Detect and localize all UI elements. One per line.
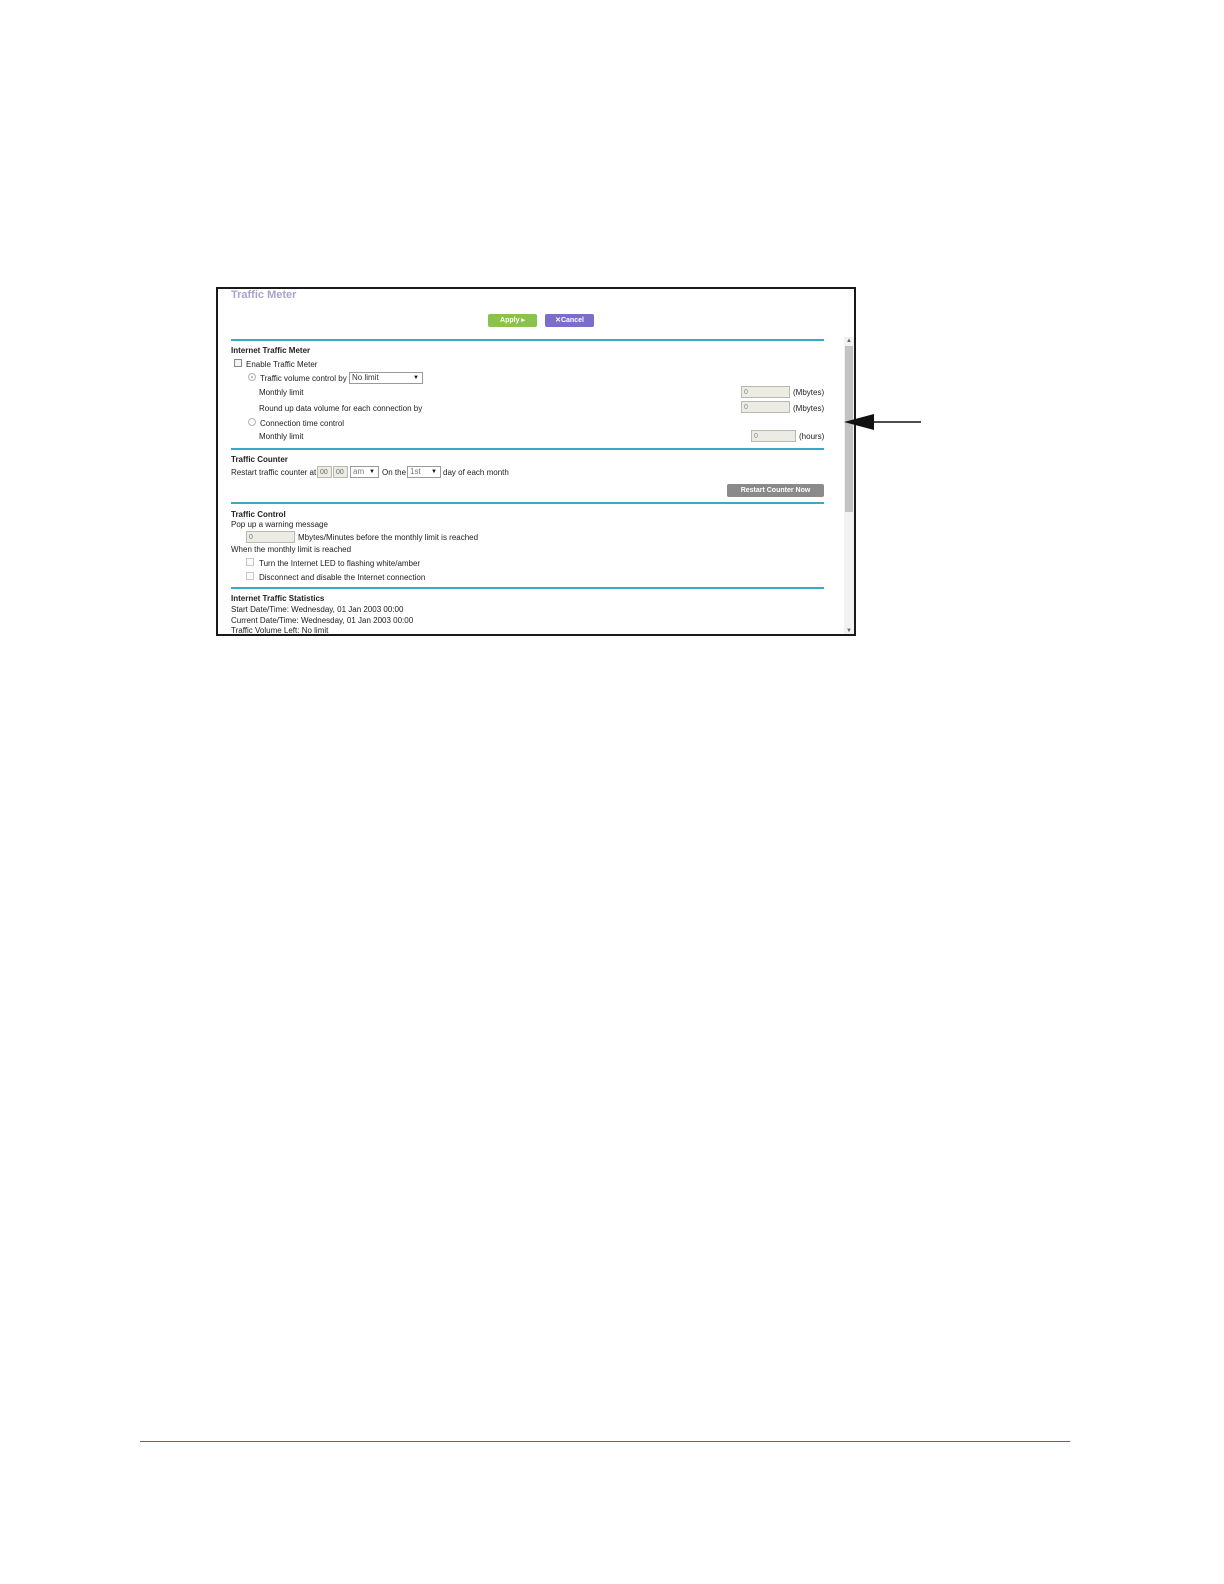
start-datetime: Start Date/Time: Wednesday, 01 Jan 2003 00:00 [231,605,404,614]
popup-warning-label: Pop up a warning message [231,520,328,529]
enable-traffic-meter-label: Enable Traffic Meter [246,360,318,369]
section-divider [231,448,824,450]
traffic-volume-left: Traffic Volume Left: No limit [231,626,329,635]
traffic-meter-window [216,287,856,636]
ampm-select[interactable] [350,466,379,478]
day-of-month-label: day of each month [443,468,509,477]
vertical-scrollbar[interactable] [844,337,854,635]
volume-control-select[interactable] [349,372,423,384]
traffic-counter-heading: Traffic Counter [231,455,288,464]
round-up-input[interactable]: 0 [741,401,790,413]
restart-counter-button[interactable]: Restart Counter Now [727,484,824,497]
restart-counter-label: Restart traffic counter at [231,468,317,477]
dropdown-arrow-icon: ▼ [431,469,437,475]
mbytes-unit-label: (Mbytes) [793,388,825,397]
connection-time-radio[interactable] [248,418,256,426]
section-divider [231,587,824,589]
warning-value-input[interactable]: 0 [246,531,295,543]
scroll-up-arrow-icon[interactable]: ▲ [846,338,852,344]
time-monthly-limit-input[interactable]: 0 [751,430,796,442]
scroll-down-arrow-icon[interactable]: ▼ [846,628,852,634]
monthly-limit-label: Monthly limit [259,388,304,397]
enable-traffic-meter-checkbox[interactable] [234,359,242,367]
disconnect-label: Disconnect and disable the Internet connection [259,573,426,582]
ampm-value: am [353,467,365,476]
led-flashing-checkbox[interactable] [246,558,254,566]
day-select[interactable] [407,466,441,478]
callout-arrow-icon [842,410,924,434]
dropdown-arrow-icon: ▼ [369,469,375,475]
round-up-mbytes-unit-label: (Mbytes) [793,404,825,413]
time-monthly-limit-label: Monthly limit [259,432,304,441]
volume-control-radio[interactable] [248,373,256,381]
traffic-control-heading: Traffic Control [231,510,286,519]
cancel-label: Cancel [560,317,584,324]
section-divider [231,339,824,341]
on-the-label: On the [382,468,407,477]
restart-hour-input[interactable]: 00 [317,466,332,478]
page-title: Traffic Meter [231,289,297,301]
apply-button[interactable]: Apply ▸ [488,314,537,327]
footer-rule [140,1441,1070,1442]
section-divider [231,502,824,504]
cancel-button[interactable] [545,314,594,327]
close-icon: ✕ [555,317,561,324]
volume-control-value: No limit [352,373,379,382]
hours-unit-label: (hours) [799,432,825,441]
restart-minute-input[interactable]: 00 [333,466,348,478]
monthly-limit-input[interactable]: 0 [741,386,790,398]
warning-suffix-label: Mbytes/Minutes before the monthly limit is reached [298,533,479,542]
led-flashing-label: Turn the Internet LED to flashing white/amber [259,559,421,568]
internet-traffic-meter-heading: Internet Traffic Meter [231,346,311,355]
volume-control-label: Traffic volume control by [260,374,347,383]
day-value: 1st [410,467,421,476]
round-up-label: Round up data volume for each connection by [259,404,423,413]
connection-time-label: Connection time control [260,419,345,428]
current-datetime: Current Date/Time: Wednesday, 01 Jan 2003 00:00 [231,616,414,625]
disconnect-checkbox[interactable] [246,572,254,580]
traffic-statistics-heading: Internet Traffic Statistics [231,594,325,603]
dropdown-arrow-icon: ▼ [413,375,419,381]
when-reached-label: When the monthly limit is reached [231,545,352,554]
